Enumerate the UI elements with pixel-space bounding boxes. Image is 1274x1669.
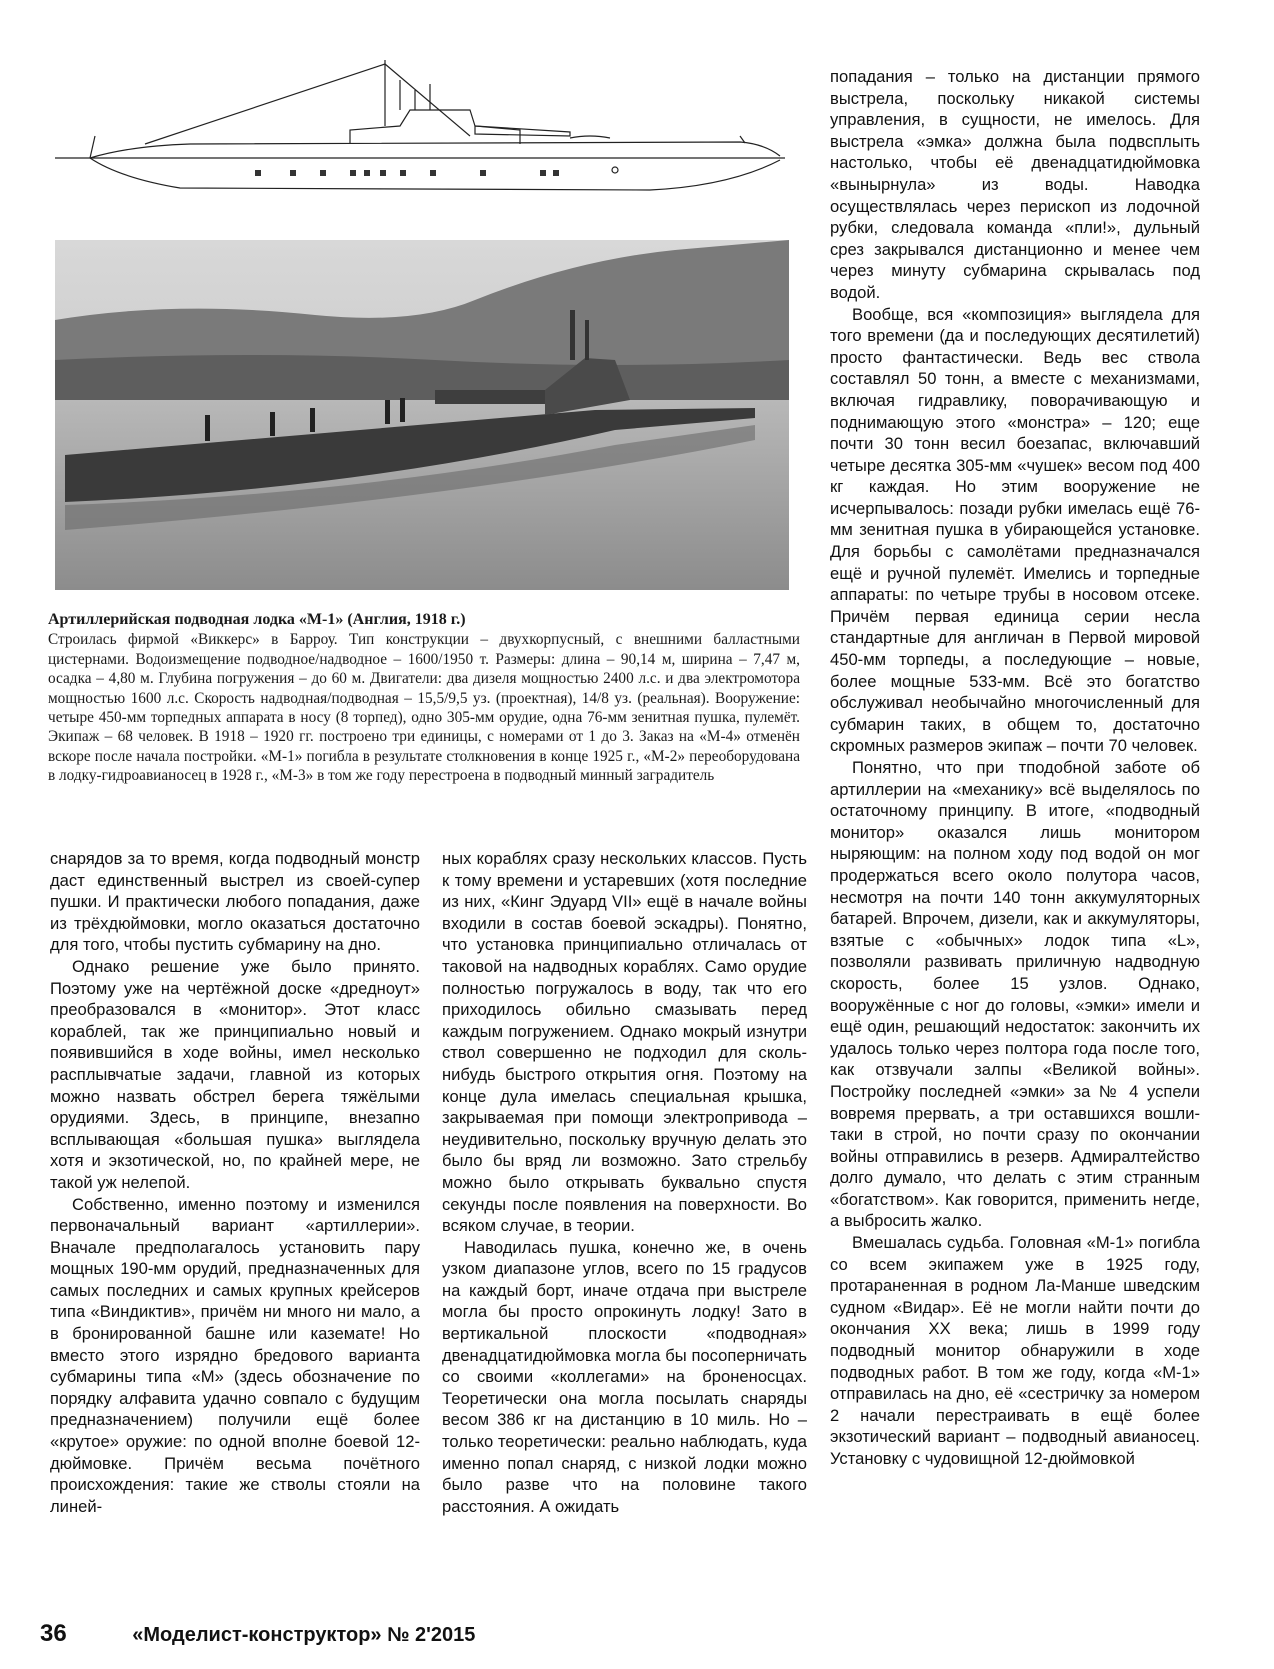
paragraph: Наводилась пушка, конечно же, в очень узком диапазоне углов, всего по 15 градусов на каждый борт, иначе отдача при выстреле могла бы просто опрокинуть лодку! Зато в вертикальной плоскости «подводная» двенадцатидюймовка могла бы посоперничать со своими «коллегами» на броненосцах. Теоретически она могла посылать снаряды весом 386 кг на дистанцию в 10 миль. Но – только теоретически: реально наблюдать, куда именно попал снаряд, с низкой лодки можно было разве что на половине такого расстояния. А ожидать: [442, 1237, 807, 1516]
paragraph: Собственно, именно поэтому и изменился первоначальный вариант «артиллерии». Вначале предполагалось установить пару мощных 190-мм орудий, предназначенных для самых последних и самых крупных крейсеров типа «Виндиктив», причём ни много ни мало, а в бронированной башне или каземате! Но вместо этого изрядно бредового варианта субмарины типа «М» (здесь обозначение по порядку алфавита удачно совпало с будущим предназначением) получили ещё более «крутое» оружие: по одной вполне боевой 12-дюймовке. Причём весьма почётного происхождения: такие же стволы стояли на линей-: [50, 1194, 420, 1516]
page-number: 36: [40, 1620, 67, 1647]
text-column-1: [50, 848, 420, 1517]
paragraph: снарядов за то время, когда подводный монстр даст единственный выстрел из своей-супер пушки. И практически любого попадания, даже из трёхдюймовки, могло оказаться достаточно для того, чтобы пустить субмарину на дно.: [50, 849, 420, 955]
paragraph: попадания – только на дистанции прямого выстрела, поскольку никакой системы управления, в сущности, не имелось. Для выстрела «эмка» должна была подвсплыть настолько, чтобы её двенадцатидюймовка «вынырнула» из воды. Наводка осуществлялась через перископ из лодочной рубки, следовала команда «пли!», дульный срез закрывался дистанционно и менее чем через минуту субмарина скрывалась под водой.: [830, 67, 1200, 302]
paragraph: Вмешалась судьба. Головная «М-1» погибла со всем экипажем уже в 1925 году, протараненная в родном Ла-Манше шведским судном «Видар». Её не могли найти почти до окончания XX века; лишь в 1999 году подводный монитор обнаружили в ходе подводных работ. В том же году, когда «М-1» отправилась на дно, её «сестричку за номером 2 начали перестраивать в ещё более экзотический вариант – подводный авианосец. Установку с чудовищной 12-дюймовкой: [830, 1233, 1200, 1468]
paragraph: Вообще, вся «композиция» выглядела для того времени (да и последующих десятилетий) просто фантастически. Ведь вес ствола составлял 50 тонн, а вместе с механизмами, включая гидравлику, поворачивающую и поднимающую этого «монстра» – 120; еще почти 30 тонн весил боезапас, включавший четыре десятка 305-мм «чушек» весом под 400 кг каждая. Но этим вооружение не исчерпывалось: позади рубки имелась ещё 76-мм зенитная пушка в убирающейся установке. Для борьбы с самолётами предназначался ещё и ручной пулемёт. Имелись и торпедные аппараты: по четыре трубы в носовом отсеке. Причём первая единица серии несла стандартные для англичан в Первой мировой 450-мм торпеды, а последующие – новые, более мощные 533-мм. Всё это богатство обслуживал необычайно многочисленный для субмарин таких, в общем то, достаточно скромных размеров экипаж – почти 70 человек.: [830, 304, 1200, 756]
page-footer: [40, 1620, 475, 1648]
submarine-photo: [55, 240, 789, 590]
paragraph: ных кораблях сразу нескольких классов. Пусть к тому времени и устаревших (хотя последние из них, «Кинг Эдуард VII» ещё в начале войны входили в состав боевой эскадры). Понятно, что установка принципиально отличалась от таковой на надводных кораблях. Само орудие полностью погружалось в воду, так что его приходилось обильно смазывать перед каждым погружением. Однако мокрый изнутри ствол совершенно не подходил для сколь-нибудь быстрого открытия огня. Поэтому на конце дула имелась специальная крышка, закрываемая при помощи электропривода – неудивительно, поскольку вручную делать это было бы вряд ли возможно. Зато стрельбу можно было открывать буквально спустя секунды после появления на поверхности. Во всяком случае, в теории.: [442, 849, 807, 1236]
photo-caption: [48, 610, 800, 786]
text-column-3: [830, 66, 1200, 1470]
caption-text: Строилась фирмой «Виккерс» в Барроу. Тип конструкции – двухкорпусный, с внешними балластными цистернами. Водоизмещение подводное/надводное – 1600/1950 т. Размеры: длина – 90,14 м, ширина – 7,47 м, осадка – 4,80 м. Глубина погружения – до 60 м. Двигатели: два дизеля мощностью 2400 л.с. и два электромотора мощностью 1600 л.с. Скорость надводная/подводная – 15,5/9,5 уз. (проектная), 14/8 уз. (реальная). Вооружение: четыре 450-мм торпедных аппарата в носу (8 торпед), одно 305-мм орудие, одна 76-мм зенитная пушка, пулемёт. Экипаж – 68 человек. В 1918 – 1920 гг. построено три единицы, с номерами от 1 до 3. Заказ на «М-4» отменён вскоре после начала постройки. «М-1» погибла в результате столкновения в конце 1925 г., «М-2» переоборудована в лодку-гидроавианосец в 1928 г., «М-3» в том же году перестроена в подводный минный заградитель: [48, 631, 800, 785]
text-column-2: [442, 848, 807, 1517]
caption-title: Артиллерийская подводная лодка «М-1» (Англия, 1918 г.): [48, 611, 466, 628]
paragraph: Понятно, что при тподобной заботе об артиллерии на «механику» всё выделялось по остаточному принципу. В итоге, «подводный монитор» оказался лишь монитором ныряющим: на полном ходу под водой он мог продержаться всего около полутора часов, несмотря на почти 140 тонн аккумуляторных батарей. Впрочем, дизели, как и аккумуляторы, взятые с «обычных» лодок типа «L», позволяли развивать приличную надводную скорость, более 15 узлов. Однако, вооружённые с ног до головы, «эмки» имели и ещё один, решающий недостаток: закончить их удалось только через полтора года после того, как отзвучали залпы «Великой войны». Постройку последней «эмки» за № 4 успели вовремя прервать, а три оставшихся вошли-таки в строй, но почти сразу по окончании войны отправились в резерв. Адмиралтейство долго думало, что делать с этим странным «богатством». Как говорится, применить негде, а выбросить жалко.: [830, 758, 1200, 1231]
journal-title: «Моделист-конструктор» № 2'2015: [132, 1624, 476, 1646]
submarine-profile-drawing: [50, 60, 790, 235]
paragraph: Однако решение уже было принято. Поэтому уже на чертёжной доске «дредноут» преобразовался в «монитор». Этот класс кораблей, так же принципиально новый и появившийся в ходе войны, имел несколько расплывчатые задачи, главной из которых можно назвать обстрел берега тяжёлыми орудиями. Здесь, в принципе, внезапно всплывающая «большая пушка» выглядела хотя и экзотической, но, по крайней мере, не такой уж нелепой.: [50, 956, 420, 1192]
